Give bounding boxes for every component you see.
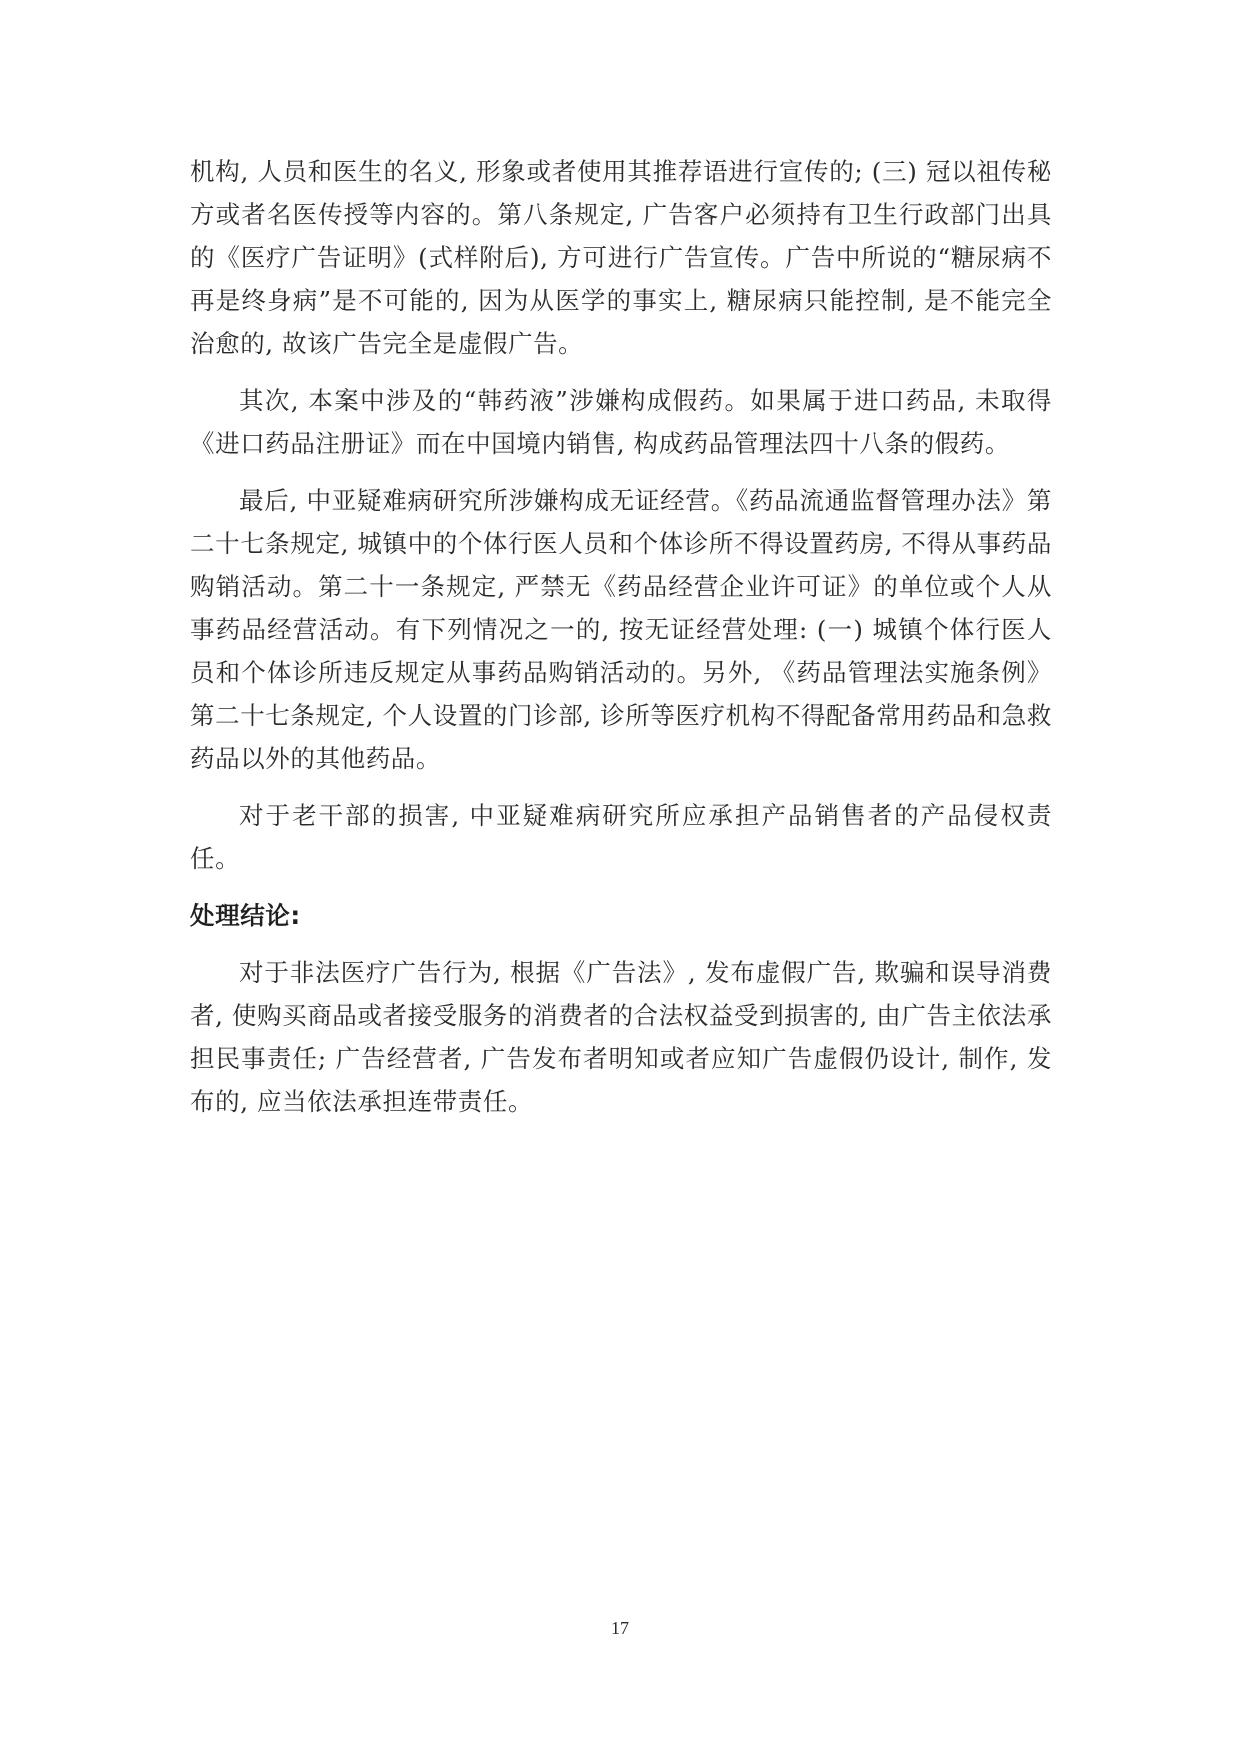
section-heading: 处理结论: <box>190 901 301 930</box>
paragraph-fake-drug: 其次, 本案中涉及的“韩药液”涉嫌构成假药。如果属于进口药品, 未取得《进口药品注册证》而在中国境内销售, 构成药品管理法四十八条的假药。 <box>190 386 1052 458</box>
paragraph-product-liability: 对于老干部的损害, 中亚疑难病研究所应承担产品销售者的产品侵权责任。 <box>190 801 1052 873</box>
document-body <box>190 150 1052 1137</box>
paragraph-unlicensed-business: 最后, 中亚疑难病研究所涉嫌构成无证经营。《药品流通监督管理办法》第二十七条规定, 城镇中的个体行医人员和个体诊所不得设置药房, 不得从事药品购销活动。第二十一条规定, 严禁无《药品经营企业许可证》的单位或个人从事药品经营活动。有下列情况之一的, 按无证经营处理: (一) 城镇个体行医人员和个体诊所违反规定从事药品购销活动的。另外, 《药品管理法实施条例》第二十七条规定, 个人设置的门诊部, 诊所等医疗机构不得配备常用药品和急救药品以外的其他药品。 <box>190 486 1052 773</box>
paragraph-continuation: 机构, 人员和医生的名义, 形象或者使用其推荐语进行宣传的; (三) 冠以祖传秘方或者名医传授等内容的。第八条规定, 广告客户必须持有卫生行政部门出具的《医疗广告证明》(式样附后), 方可进行广告宣传。广告中所说的“糖尿病不再是终身病”是不可能的, 因为从医学的事实上, 糖尿病只能控制, 是不能完全治愈的, 故该广告完全是虚假广告。 <box>190 157 1052 358</box>
paragraph-conclusion: 对于非法医疗广告行为, 根据《广告法》, 发布虚假广告, 欺骗和误导消费者, 使购买商品或者接受服务的消费者的合法权益受到损害的, 由广告主依法承担民事责任; 广告经营者, 广告发布者明知或者应知广告虚假仍设计, 制作, 发布的, 应当依法承担连带责任。 <box>190 958 1052 1116</box>
page-number: 17 <box>611 1618 629 1638</box>
